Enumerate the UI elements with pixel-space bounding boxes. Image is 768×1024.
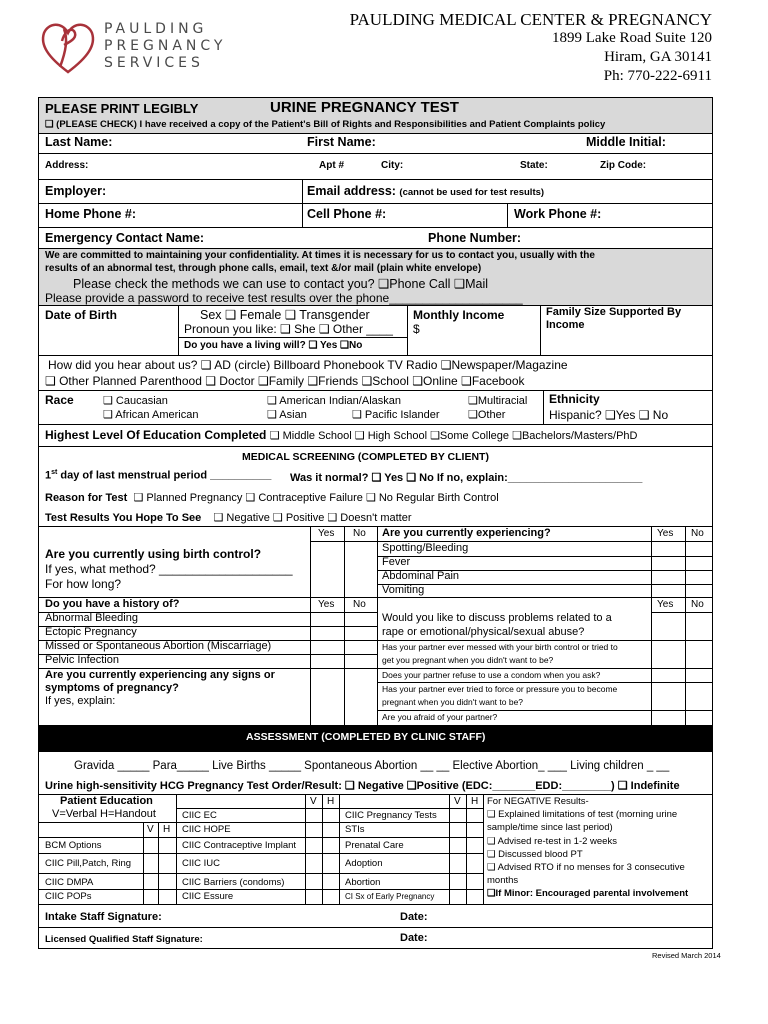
no-header-3: No — [353, 599, 366, 610]
logo-line-3: SERVICES — [104, 55, 204, 71]
v-col-2: V — [310, 796, 317, 807]
form-title: URINE PREGNANCY TEST — [270, 99, 459, 116]
history-1: Abnormal Bleeding — [45, 612, 138, 624]
results-hope-row[interactable]: Test Results You Hope To See ❑ Negative ❑ Positive ❑ Doesn't matter — [45, 512, 412, 524]
negative-rto[interactable]: ❑ Advised RTO if no menses for 3 consecutive — [487, 862, 685, 873]
emergency-phone-label: Phone Number: — [428, 231, 522, 245]
heart-logo-icon — [38, 17, 98, 77]
edu-abortion: Abortion — [345, 877, 381, 888]
negative-results-header: For NEGATIVE Results- — [487, 796, 589, 807]
signs-3: If yes, explain: — [45, 695, 116, 707]
medical-screening-header: MEDICAL SCREENING (COMPLETED BY CLIENT) — [242, 451, 489, 463]
emergency-contact-label: Emergency Contact Name: — [45, 231, 205, 245]
history-header: Do you have a history of? — [45, 598, 180, 610]
birth-control-method[interactable]: If yes, what method? ____________________ — [45, 562, 293, 576]
middle-initial-label: Middle Initial: — [586, 135, 666, 149]
patient-education-label: Patient Education — [60, 795, 153, 807]
signs-2: symptoms of pregnancy? — [45, 682, 179, 694]
hcg-row[interactable]: Urine high-sensitivity HCG Pregnancy Test Order/Result: ❑ Negative ❑Positive (EDC:_______EDD:________) ❑ Indefinite — [45, 780, 680, 792]
partner-q3-b: pregnant when you didn't want to be? — [382, 697, 524, 707]
negative-explained[interactable]: ❑ Explained limitations of test (morning urine — [487, 809, 678, 820]
edu-pill-patch-ring: CIIC Pill,Patch, Ring — [45, 858, 132, 869]
intake-signature-label: Intake Staff Signature: — [45, 911, 162, 923]
edu-dmpa: CIIC DMPA — [45, 877, 94, 888]
edu-ec: CIIC EC — [182, 810, 217, 821]
assessment-header: ASSESSMENT (COMPLETED BY CLINIC STAFF) — [246, 731, 486, 743]
hispanic-options[interactable]: Hispanic? ❑Yes ❑ No — [549, 408, 669, 422]
yes-header-1: Yes — [318, 528, 335, 539]
address-label: Address: — [45, 160, 89, 171]
yes-header-4: Yes — [657, 599, 674, 610]
h-col-3: H — [471, 796, 479, 807]
symptom-2: Fever — [382, 556, 411, 568]
lmp-row[interactable]: 1st day of last menstrual period __________ — [45, 469, 272, 482]
employer-label: Employer: — [45, 184, 107, 198]
last-name-label: Last Name: — [45, 135, 113, 149]
partner-q4: Are you afraid of your partner? — [382, 712, 498, 722]
birth-control-how-long[interactable]: For how long? — [45, 577, 122, 591]
zip-label: Zip Code: — [600, 160, 647, 171]
edu-barriers: CIIC Barriers (condoms) — [182, 877, 285, 888]
no-header-4: No — [691, 599, 704, 610]
race-caucasian[interactable]: ❑ Caucasian — [103, 395, 168, 407]
edu-pops: CIIC POPs — [45, 891, 92, 902]
edu-essure: CIIC Essure — [182, 891, 234, 902]
v-col-1: V — [147, 824, 154, 835]
edu-early-pregnancy: CI Sx of Early Pregnancy — [345, 892, 435, 901]
history-4: Pelvic Infection — [45, 654, 119, 666]
family-size-label: Family Size Supported By Income — [546, 306, 682, 331]
pronoun-options[interactable]: Pronoun you like: ❑ She ❑ Other ____ — [184, 322, 393, 336]
edu-adoption: Adoption — [345, 858, 383, 869]
dollar-sign: $ — [413, 322, 420, 336]
edu-implant: CIIC Contraceptive Implant — [182, 840, 297, 851]
was-normal-row[interactable]: Was it normal? ❑ Yes ❑ No If no, explain:______________________ — [290, 472, 643, 484]
logo-line-1: PAULDING — [104, 21, 208, 37]
password-field[interactable]: Please provide a password to receive test results over the phone____________________ — [45, 291, 523, 305]
symptom-1: Spotting/Bleeding — [382, 542, 469, 554]
edu-bcm-options: BCM Options — [45, 840, 102, 851]
licensed-signature-label: Licensed Qualified Staff Signature: — [45, 934, 203, 945]
hear-about-line-2[interactable]: ❑ Other Planned Parenthood ❑ Doctor ❑Family ❑Friends ❑School ❑Online ❑Facebook — [45, 374, 525, 388]
cell-phone-label: Cell Phone #: — [307, 207, 387, 221]
partner-q1-b: get you pregnant when you didn't want to be? — [382, 655, 554, 665]
contact-methods[interactable]: Please check the methods we can use to contact you? ❑Phone Call ❑Mail — [73, 277, 488, 291]
partner-q1-a: Has your partner ever messed with your birth control or tried to — [382, 642, 618, 652]
no-header-2: No — [691, 528, 704, 539]
h-col-1: H — [163, 824, 171, 835]
edu-iuc: CIIC IUC — [182, 858, 220, 869]
bill-of-rights-checkbox[interactable]: ❑ (PLEASE CHECK) I have received a copy of the Patient's Bill of Rights and Responsibilities and Patient Complaints policy — [45, 119, 606, 130]
edu-hope: CIIC HOPE — [182, 824, 231, 835]
monthly-income-label: Monthly Income — [413, 308, 505, 322]
intake-date-label: Date: — [400, 911, 428, 923]
clinic-name: PAULDING MEDICAL CENTER & PREGNANCY — [349, 10, 712, 29]
negative-explained-2: sample/time since last period) — [487, 822, 613, 833]
state-label: State: — [520, 160, 548, 171]
birth-control-question: Are you currently using birth control? — [45, 547, 262, 561]
dob-label: Date of Birth — [45, 308, 117, 322]
negative-rto-2: months — [487, 875, 519, 886]
edu-pregnancy-tests: CIIC Pregnancy Tests — [345, 810, 437, 821]
reason-row[interactable]: Reason for Test ❑ Planned Pregnancy ❑ Contraceptive Failure ❑ No Regular Birth Control — [45, 492, 499, 504]
edu-prenatal: Prenatal Care — [345, 840, 404, 851]
no-header-1: No — [353, 528, 366, 539]
negative-minor[interactable]: ❑If Minor: Encouraged parental involvement — [487, 888, 689, 899]
logo — [38, 17, 238, 77]
clinic-phone: Ph: 770-222-6911 — [603, 68, 712, 84]
verbal-handout-legend: V=Verbal H=Handout — [52, 808, 156, 820]
email-label: Email address: (cannot be used for test results) — [307, 184, 545, 198]
race-african-american[interactable]: ❑ African American — [103, 409, 199, 421]
race-multiracial[interactable]: ❑Multiracial — [468, 395, 528, 407]
race-label: Race — [45, 393, 74, 407]
revised-date: Revised March 2014 — [652, 951, 721, 960]
city-label: City: — [381, 160, 404, 171]
gravida-row[interactable]: Gravida _____ Para_____ Live Births _____ Spontaneous Abortion __ __ Elective Abortion_ ___ Living children _ __ — [74, 760, 670, 772]
experiencing-header: Are you currently experiencing? — [382, 527, 551, 539]
signs-1: Are you currently experiencing any signs or — [45, 669, 275, 681]
yes-header-2: Yes — [657, 528, 674, 539]
history-3: Missed or Spontaneous Abortion (Miscarriage) — [45, 640, 272, 652]
race-other[interactable]: ❑Other — [468, 409, 506, 421]
symptom-3: Abdominal Pain — [382, 570, 460, 582]
sex-options[interactable]: Sex ❑ Female ❑ Transgender — [200, 308, 370, 322]
partner-q2: Does your partner refuse to use a condom when you ask? — [382, 670, 601, 680]
h-col-2: H — [327, 796, 335, 807]
ethnicity-label: Ethnicity — [549, 392, 600, 406]
confidentiality-text-1: We are committed to maintaining your confidentiality. At times it is necessary for us to contact you, usually with the — [45, 250, 595, 261]
race-asian[interactable]: ❑ Asian — [267, 409, 307, 421]
apt-label: Apt # — [319, 160, 344, 171]
print-legibly: PLEASE PRINT LEGIBLY — [45, 101, 199, 116]
hear-about-line-1[interactable]: How did you hear about us? ❑ AD (circle) Billboard Phonebook TV Radio ❑Newspaper/Magazine — [48, 358, 568, 372]
clinic-address-1: 1899 Lake Road Suite 120 — [552, 30, 712, 46]
discuss-abuse-2: rape or emotional/physical/sexual abuse? — [382, 626, 585, 638]
discuss-abuse-1: Would you like to discuss problems related to a — [382, 612, 612, 624]
living-will[interactable]: Do you have a living will? ❑ Yes ❑No — [184, 340, 363, 351]
clinic-address-2: Hiram, GA 30141 — [604, 49, 712, 65]
logo-line-2: PREGNANCY — [104, 38, 227, 54]
race-american-indian[interactable]: ❑ American Indian/Alaskan — [267, 395, 401, 407]
yes-header-3: Yes — [318, 599, 335, 610]
edu-stis: STIs — [345, 824, 365, 835]
education-row[interactable]: Highest Level Of Education Completed ❑ Middle School ❑ High School ❑Some College ❑Bachelors/Masters/PhD — [45, 428, 638, 442]
v-col-3: V — [454, 796, 461, 807]
home-phone-label: Home Phone #: — [45, 207, 136, 221]
licensed-date-label: Date: — [400, 932, 428, 944]
negative-retest[interactable]: ❑ Advised re-test in 1-2 weeks — [487, 836, 617, 847]
confidentiality-text-2: results of an abnormal test, through phone calls, email, text &/or mail (plain white envelope) — [45, 263, 482, 274]
race-pacific-islander[interactable]: ❑ Pacific Islander — [352, 409, 440, 421]
partner-q3-a: Has your partner ever tried to force or pressure you to become — [382, 684, 618, 694]
negative-blood-pt[interactable]: ❑ Discussed blood PT — [487, 849, 583, 860]
symptom-4: Vomiting — [382, 584, 425, 596]
work-phone-label: Work Phone #: — [514, 207, 602, 221]
first-name-label: First Name: — [307, 135, 376, 149]
history-2: Ectopic Pregnancy — [45, 626, 137, 638]
